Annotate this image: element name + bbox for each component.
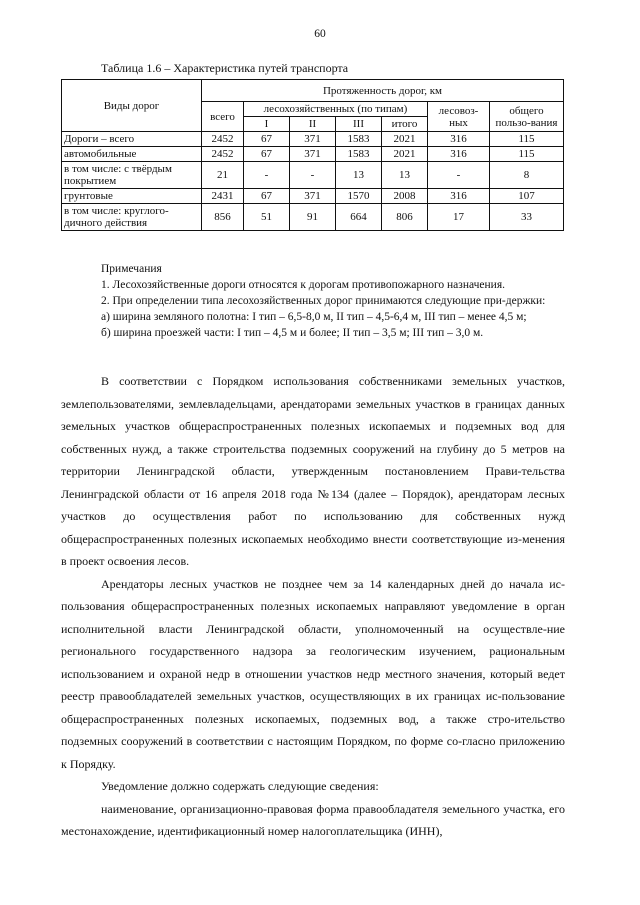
- note-2a: а) ширина земляного полотна: I тип – 6,5-8,0 м, II тип – 4,5-6,4 м, III тип – менее 4,5 м;: [101, 311, 527, 323]
- note-2: 2. При определении типа лесохозяйственных дорог принимаются следующие при-держки:: [101, 295, 546, 307]
- row-value: 107: [490, 189, 564, 204]
- row-value: 664: [336, 204, 382, 231]
- table-body: [62, 132, 564, 231]
- row-value: 13: [336, 162, 382, 189]
- row-value: 316: [428, 132, 490, 147]
- paragraph-2: Арендаторы лесных участков не позднее чем за 14 календарных дней до начала ис-пользования общераспространенных полезных ископаемых направляют уведомление в орган исполнительной власти Ленинградской области, уполномоченный на осуществле-ние регионального государственного надзора за геологическим изучением, рациональным использованием и охраной недр в отношении участков недр местного значения, который ведет реестр правообладателей земельных участков, осуществляющих в их границах ис-пользование общераспространенных полезных ископаемых, подземных вод, а также стро-ительство подземных сооружений в соответствии с настоящим Порядком, по форме со-гласно приложению к Порядку.: [61, 576, 565, 771]
- row-value: 371: [290, 147, 336, 162]
- row-label: грунтовые: [62, 189, 202, 204]
- row-value: 115: [490, 132, 564, 147]
- row-label: в том числе: с твёрдым покрытием: [62, 162, 202, 189]
- page-number: 60: [314, 28, 326, 40]
- row-value: -: [428, 162, 490, 189]
- table-row: [62, 162, 564, 189]
- notes: [61, 261, 565, 341]
- header-road-types: Виды дорог: [62, 80, 202, 132]
- row-value: 13: [382, 162, 428, 189]
- road-table: [61, 79, 564, 231]
- header-forest: лесохозяйственных (по типам): [244, 102, 428, 117]
- row-value: 1570: [336, 189, 382, 204]
- row-value: 806: [382, 204, 428, 231]
- header-type-3: III: [336, 117, 382, 132]
- row-value: 371: [290, 189, 336, 204]
- row-value: 21: [202, 162, 244, 189]
- table-row: [62, 204, 564, 231]
- note-2b: б) ширина проезжей части: I тип – 4,5 м и более; II тип – 3,5 м; III тип – 3,0 м.: [101, 327, 484, 339]
- header-subtotal: итого: [382, 117, 428, 132]
- row-value: 33: [490, 204, 564, 231]
- header-type-2: II: [290, 117, 336, 132]
- row-value: 2021: [382, 132, 428, 147]
- row-value: 8: [490, 162, 564, 189]
- paragraph-4: наименование, организационно-правовая форма правообладателя земельного участка, его местонахождение, идентификационный номер налогоплательщика (ИНН),: [61, 801, 565, 838]
- row-label: Дороги – всего: [62, 132, 202, 147]
- body-text: [61, 370, 565, 843]
- row-value: 316: [428, 189, 490, 204]
- row-value: -: [290, 162, 336, 189]
- row-value: 51: [244, 204, 290, 231]
- header-total: всего: [202, 102, 244, 132]
- note-1: 1. Лесохозяйственные дороги относятся к дорогам противопожарного назначения.: [101, 279, 505, 291]
- row-value: 67: [244, 147, 290, 162]
- row-value: 115: [490, 147, 564, 162]
- row-value: 2008: [382, 189, 428, 204]
- row-value: 1583: [336, 147, 382, 162]
- paragraph-3: Уведомление должно содержать следующие сведения:: [101, 779, 379, 793]
- row-value: 67: [244, 189, 290, 204]
- table-caption: Таблица 1.6 – Характеристика путей транспорта: [101, 61, 349, 75]
- row-value: 67: [244, 132, 290, 147]
- table-row: [62, 189, 564, 204]
- table-row: [62, 132, 564, 147]
- paragraph-1: В соответствии с Порядком использования собственниками земельных участков, землепользователями, землевладельцами, арендаторами земельных участков в границах данных земельных участков общераспространенных полезных ископаемых и подземных вод для собственных нужд, а также строительства подземных сооружений на глубину до 5 метров на территории Ленинградской области, утвержденным постановлением Прави-тельства Ленинградской области от 16 апреля 2018 года №134 (далее – Порядок), арендаторам лесных участков до осуществления работ по использованию для собственных нужд общераспространенных полезных ископаемых необходимо внести соответствующие из-менения в проект освоения лесов.: [61, 374, 565, 568]
- header-timber: лесовоз-ных: [428, 102, 490, 132]
- notes-title: Примечания: [101, 263, 162, 275]
- row-value: 91: [290, 204, 336, 231]
- row-value: 1583: [336, 132, 382, 147]
- row-value: 856: [202, 204, 244, 231]
- row-value: 2452: [202, 132, 244, 147]
- row-value: 17: [428, 204, 490, 231]
- header-type-1: I: [244, 117, 290, 132]
- table-row: [62, 147, 564, 162]
- row-value: 2431: [202, 189, 244, 204]
- row-value: 316: [428, 147, 490, 162]
- row-value: -: [244, 162, 290, 189]
- header-length: Протяженность дорог, км: [202, 80, 564, 102]
- row-value: 2452: [202, 147, 244, 162]
- row-label: в том числе: круглого-дичного действия: [62, 204, 202, 231]
- header-public: общего пользо-вания: [490, 102, 564, 132]
- row-value: 371: [290, 132, 336, 147]
- row-label: автомобильные: [62, 147, 202, 162]
- row-value: 2021: [382, 147, 428, 162]
